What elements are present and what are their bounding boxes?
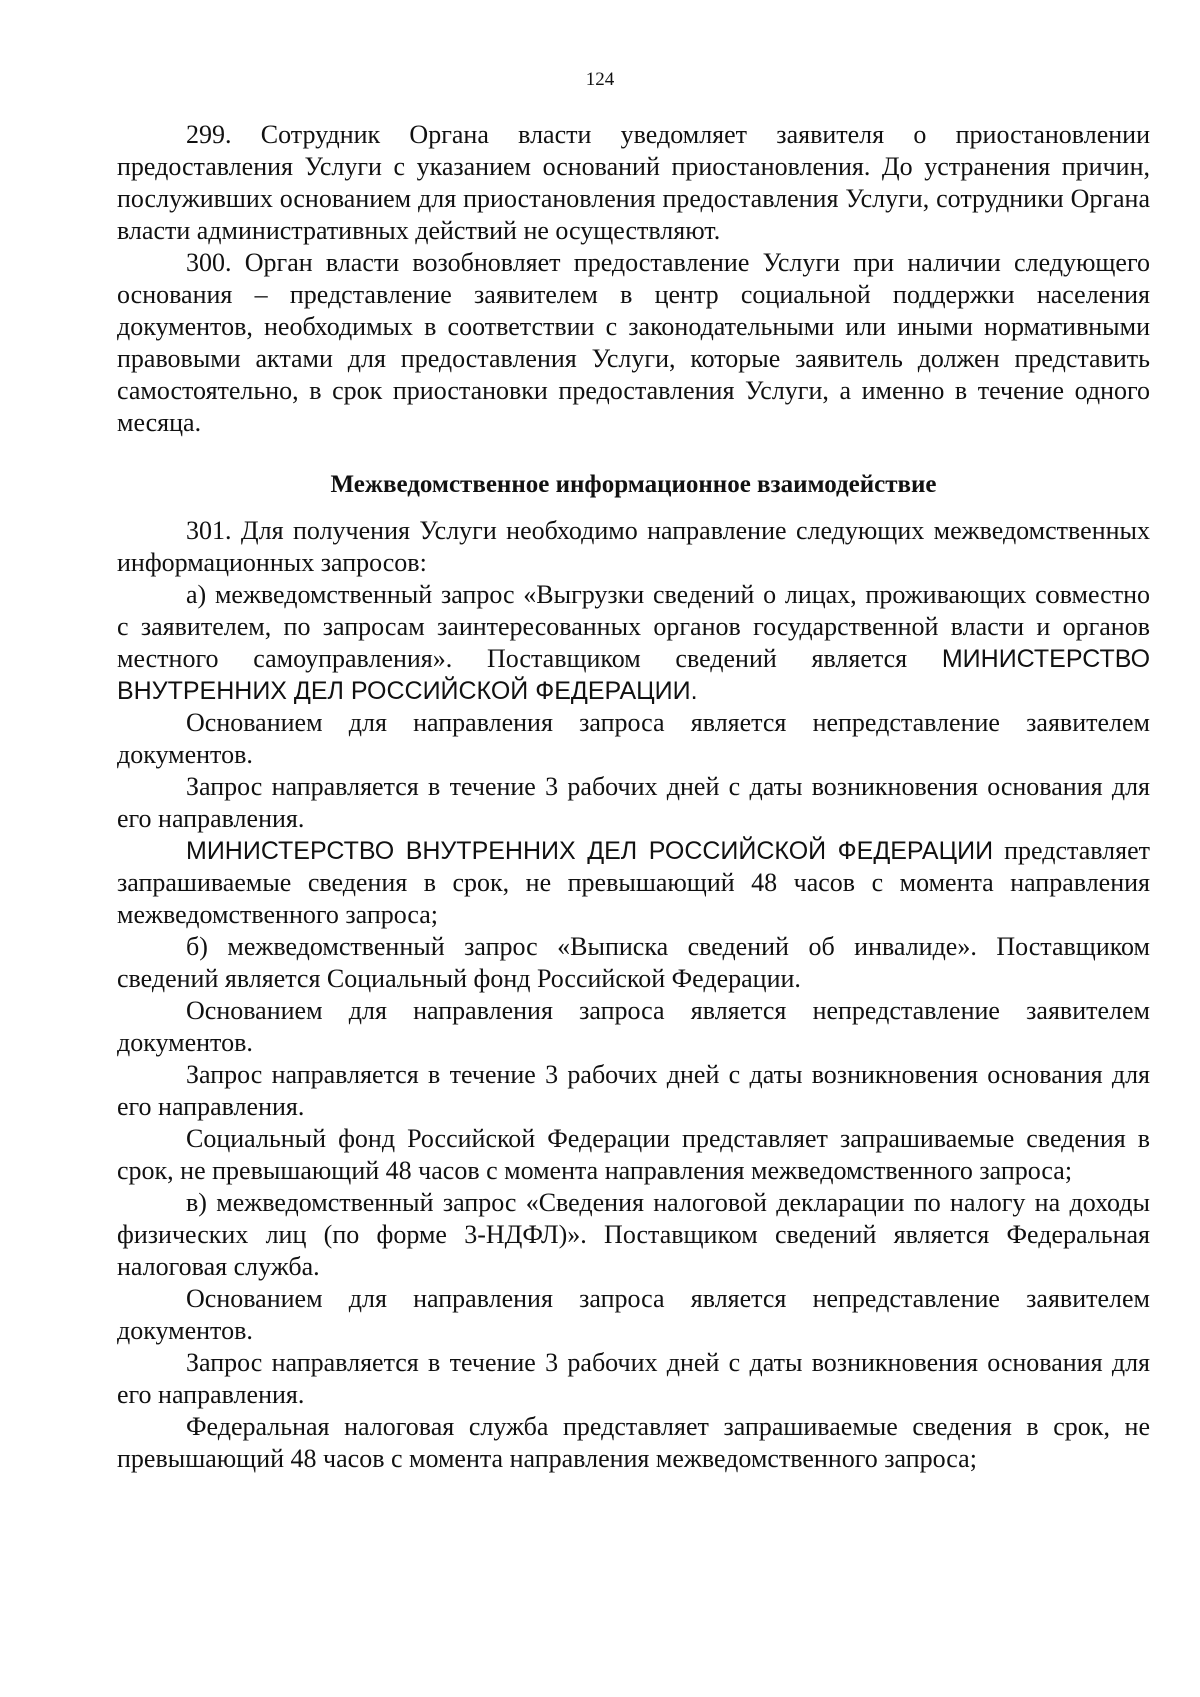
request-a-response xyxy=(117,835,1150,931)
request-b-timing: Запрос направляется в течение 3 рабочих дней с даты возникновения основания для его направления. xyxy=(117,1060,1150,1121)
request-c-basis: Основанием для направления запроса является непредставление заявителем документов. xyxy=(117,1284,1150,1345)
request-a-timing: Запрос направляется в течение 3 рабочих дней с даты возникновения основания для его направления. xyxy=(117,772,1150,833)
request-c-text: в) межведомственный запрос «Сведения налоговой декларации по налогу на доходы физических лиц (по форме 3-НДФЛ)». Поставщиком сведений является Федеральная налоговая служба. xyxy=(117,1188,1150,1281)
request-b-text: б) межведомственный запрос «Выписка сведений об инвалиде». Поставщиком сведений является Социальный фонд Российской Федерации. xyxy=(117,932,1150,993)
page-number: 124 xyxy=(585,69,615,90)
request-a-provider: МИНИСТЕРСТВО ВНУТРЕННИХ ДЕЛ РОССИЙСКОЙ ФЕДЕРАЦИИ. xyxy=(117,645,1151,705)
request-a-response-provider: МИНИСТЕРСТВО ВНУТРЕННИХ ДЕЛ РОССИЙСКОЙ ФЕДЕРАЦИИ xyxy=(186,837,994,865)
request-a-response-text: представляет запрашиваемые сведения в срок, не превышающий 48 часов с момента направления межведомственного запроса; xyxy=(117,836,1151,929)
request-b-response: Социальный фонд Российской Федерации представляет запрашиваемые сведения в срок, не превышающий 48 часов с момента направления межведомственного запроса; xyxy=(117,1124,1150,1185)
paragraph-301-intro: 301. Для получения Услуги необходимо направление следующих межведомственных информационных запросов: xyxy=(117,516,1150,577)
paragraph-299: 299. Сотрудник Органа власти уведомляет заявителя о приостановлении предоставления Услуги с указанием оснований приостановления. До устранения причин, послуживших основанием для приостановления предоставления Услуги, сотрудники Органа власти административных действий не осуществляют. xyxy=(117,120,1150,245)
document-body xyxy=(117,119,1150,1475)
request-a-text xyxy=(117,579,1150,707)
request-c-timing: Запрос направляется в течение 3 рабочих дней с даты возникновения основания для его направления. xyxy=(117,1348,1150,1409)
request-a-description: а) межведомственный запрос «Выгрузки сведений о лицах, проживающих совместно с заявителем, по запросам заинтересованных органов государственной власти и органов местного самоуправления». Поставщиком сведений является xyxy=(117,580,1150,673)
section-heading: Межведомственное информационное взаимодействие xyxy=(330,471,937,498)
request-c-response: Федеральная налоговая служба представляет запрашиваемые сведения в срок, не превышающий 48 часов с момента направления межведомственного запроса; xyxy=(117,1412,1150,1473)
request-a-basis: Основанием для направления запроса является непредставление заявителем документов. xyxy=(117,708,1150,769)
paragraph-300: 300. Орган власти возобновляет предоставление Услуги при наличии следующего основания – представление заявителем в центр социальной поддержки населения документов, необходимых в соответствии с законодательными или иными нормативными правовыми актами для предоставления Услуги, которые заявитель должен представить самостоятельно, в срок приостановки предоставления Услуги, а именно в течение одного месяца. xyxy=(117,248,1150,437)
request-b-basis: Основанием для направления запроса является непредставление заявителем документов. xyxy=(117,996,1150,1057)
